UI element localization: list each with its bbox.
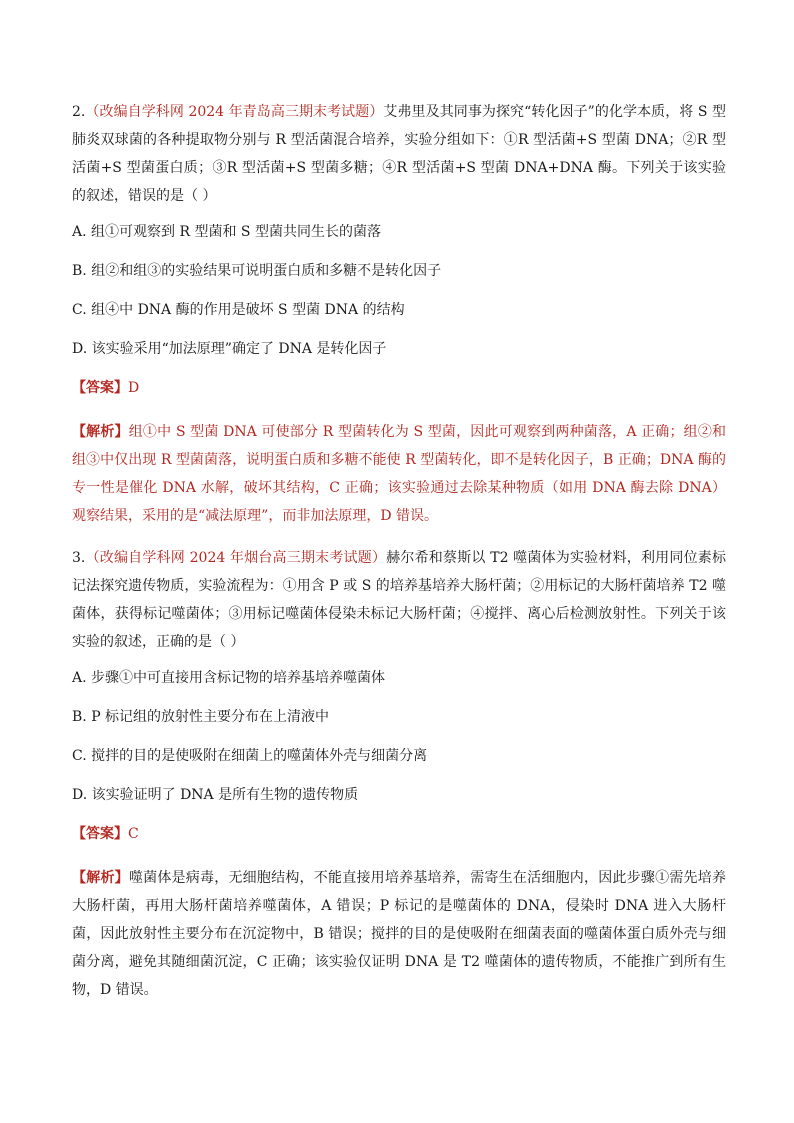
question-3-option-d: D. 该实验证明了 DNA 是所有生物的遗传物质 xyxy=(72,787,359,803)
question-3-option-c: C. 搅拌的目的是使吸附在细菌上的噬菌体外壳与细菌分离 xyxy=(72,748,428,764)
analysis-label: 【解析】 xyxy=(72,424,129,440)
question-2-option-d: D. 该实验采用“加法原理”确定了 DNA 是转化因子 xyxy=(72,341,387,357)
question-2-option-b: B. 组②和组③的实验结果可说明蛋白质和多糖不是转化因子 xyxy=(72,263,442,279)
answer-value: D xyxy=(128,380,140,396)
answer-label: 【答案】 xyxy=(72,826,128,842)
question-3-analysis xyxy=(72,864,726,1004)
question-3-stem xyxy=(72,544,726,656)
question-2-source: （改编自学科网 2024 年青岛高三期末考试题） xyxy=(85,104,384,120)
question-3-answer xyxy=(72,824,726,864)
analysis-text: 噬菌体是病毒，无细胞结构，不能直接用培养基培养，需寄生在活细胞内，因此步骤①需先培养大肠杆菌，再用大肠杆菌培养噬菌体，A 错误；P 标记的是噬菌体的 DNA，侵染时 DNA 进入大肠杆菌，因此放射性主要分布在沉淀物中，B 错误；搅拌的目的是使吸附在细菌表面的噬菌体蛋白质外壳与细菌分离，避免其随细菌沉淀，C 正确；该实验仅证明 DNA 是 T2 噬菌体的遗传物质，不能推广到所有生物，D 错误。 xyxy=(72,870,726,998)
question-3-number: 3. xyxy=(72,550,86,566)
question-2-number: 2. xyxy=(72,104,86,120)
question-2-answer xyxy=(72,378,726,418)
document-page xyxy=(72,98,726,1004)
analysis-text: 组①中 S 型菌 DNA 可使部分 R 型菌转化为 S 型菌，因此可观察到两种菌落，A 正确；组②和组③中仅出现 R 型菌菌落，说明蛋白质和多糖不能使 R 型菌转化，即不是转化因子，B 正确；DNA 酶的专一性是催化 DNA 水解，破坏其结构，C 正确；该实验通过去除某种物质（如用 DNA 酶去除 DNA）观察结果，采用的是“减法原理”，而非加法原理，D 错误。 xyxy=(72,424,727,524)
question-2-option-c: C. 组④中 DNA 酶的作用是破坏 S 型菌 DNA 的结构 xyxy=(72,302,405,318)
question-3-option-a: A. 步骤①中可直接用含标记物的培养基培养噬菌体 xyxy=(72,670,386,686)
question-2-stem xyxy=(72,98,726,210)
question-3-option-b: B. P 标记组的放射性主要分布在上清液中 xyxy=(72,709,330,725)
question-3-source: （改编自学科网 2024 年烟台高三期末考试题） xyxy=(85,550,387,566)
question-2-text: 艾弗里及其同事为探究“转化因子”的化学本质，将 S 型肺炎双球菌的各种提取物分别与 R 型活菌混合培养，实验分组如下：①R 型活菌+S 型菌 DNA；②R 型活菌+S 型菌蛋白质；③R 型活菌+S 型菌多糖；④R 型活菌+S 型菌 DNA+DNA 酶。下列关于该实验的叙述，错误的是（ ） xyxy=(72,104,727,204)
answer-value: C xyxy=(128,826,139,842)
analysis-label: 【解析】 xyxy=(72,870,129,886)
question-2-option-a: A. 组①可观察到 R 型菌和 S 型菌共同生长的菌落 xyxy=(72,224,381,240)
answer-label: 【答案】 xyxy=(72,380,128,396)
question-3-text: 赫尔希和蔡斯以 T2 噬菌体为实验材料，利用同位素标记法探究遗传物质，实验流程为：①用含 P 或 S 的培养基培养大肠杆菌；②用标记的大肠杆菌培养 T2 噬菌体，获得标记噬菌体；③用标记噬菌体侵染未标记大肠杆菌；④搅拌、离心后检测放射性。下列关于该实验的叙述，正确的是（ ） xyxy=(72,550,726,650)
question-2-analysis xyxy=(72,418,726,530)
